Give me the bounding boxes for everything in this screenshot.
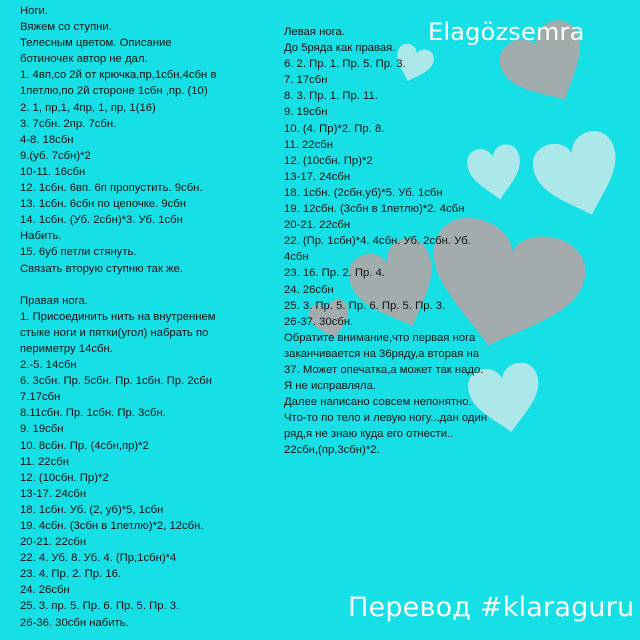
pattern-line: До 5ряда как правая. — [284, 42, 396, 55]
pattern-line: 7.17сбн — [20, 391, 61, 404]
pattern-line: 9. 19сбн — [20, 423, 64, 436]
pattern-line: 20-21. 22сбн — [284, 219, 351, 232]
author-watermark: Elagözsemra — [428, 18, 585, 46]
pattern-line: 24. 26сбн — [284, 283, 334, 296]
pattern-line: 10-11. 16сбн — [20, 165, 86, 178]
pattern-line: 25. 3. Пр. 5. Пр. 6. Пр. 5. Пр. 3. — [284, 299, 446, 312]
pattern-line: 8.11сбн. Пр. 1сбн. Пр. 3сбн. — [20, 407, 166, 420]
pattern-line: 6. 3сбн. Пр. 5сбн. Пр. 1сбн. Пр. 2сбн — [20, 375, 212, 388]
pattern-line: Далее написано совсем непонятно. — [284, 396, 472, 409]
pattern-line: 8. 3. Пр. 1. Пр. 11. — [284, 90, 378, 103]
pattern-line: 22. (Пр. 1сбн)*4. 4сбн. Уб. 2сбн. Уб. — [284, 235, 471, 248]
pattern-line — [20, 277, 282, 293]
pattern-line: 9. 19сбн — [284, 106, 328, 119]
pattern-line: 1. Присоединить нить на внутреннем — [20, 310, 216, 323]
pattern-line: ботиночек автор не дал. — [20, 53, 148, 66]
pattern-line: 13-17. 24сбн — [20, 487, 87, 500]
pattern-line: 7. 17сбн — [284, 74, 328, 87]
pattern-line: 4сбн — [284, 251, 309, 264]
pattern-line: 23. 16. Пр. 2. Пр. 4. — [284, 267, 386, 280]
pattern-line: 4-8. 18сбн — [20, 133, 74, 146]
pattern-line: 24. 26сбн — [20, 584, 70, 597]
pattern-line: Ноги. — [20, 5, 49, 17]
left-pattern-column — [20, 3, 282, 631]
pattern-line: 26-37. 30сбн. — [284, 315, 354, 328]
pattern-line: 23. 4. Пр. 2. Пр. 16. — [20, 568, 122, 581]
pattern-line: 25. 3. пр. 5. Пр. 6. Пр. 5. Пр. 3. — [20, 600, 180, 613]
pattern-line: 11. 22сбн — [284, 138, 333, 151]
pattern-line: Телесным цветом. Описание — [20, 37, 172, 50]
pattern-line: 10. (4. Пр)*2. Пр. 8. — [284, 122, 385, 135]
pattern-line: 12. (10сбн. Пр)*2 — [20, 471, 109, 484]
heart-icon — [527, 126, 631, 228]
pattern-line: 22сбн,(пр,3сбн)*2. — [284, 444, 380, 457]
pattern-line: 12. 1сбн. 6вп. 6п пропустить. 9сбн. — [20, 182, 203, 195]
pattern-line: Правая нога. — [20, 294, 88, 307]
pattern-line: стыке ноги и пятки(угол) набрать по — [20, 326, 209, 339]
pattern-line: 2.-5. 14сбн — [20, 359, 77, 372]
pattern-line: 13. 1сбн. 6сбн по цепочке. 9сбн — [20, 198, 187, 211]
pattern-line: 18. 1сбн. (2сбн,уб)*5. Уб. 1сбн — [284, 186, 443, 199]
pattern-line: 3. 7сбн. 2пр. 7сбн. — [20, 117, 117, 130]
pattern-line: 20-21. 22сбн — [20, 536, 87, 549]
pattern-line: 26-36. 30сбн набить. — [20, 616, 129, 629]
pattern-line: 1. 4вп,со 2й от крючка,пр,1сбн,4сбн в — [20, 69, 217, 82]
pattern-line: 12. (10сбн. Пр)*2 — [284, 154, 373, 167]
pattern-line: Набить. — [20, 230, 62, 243]
pattern-line: 11. 22сбн — [20, 455, 69, 468]
pattern-line: 14. 1сбн. (Уб. 2сбн)*3. Уб. 1сбн — [20, 214, 183, 227]
pattern-line: 18. 1сбн. Уб. (2, уб)*5, 1сбн — [20, 503, 164, 516]
pattern-line: 2. 1, пр,1, 4пр, 1, пр, 1(16) — [20, 101, 156, 114]
pattern-line: 6. 2. Пр. 1. Пр. 5. Пр. 3. — [284, 58, 406, 71]
pattern-line: 9.(уб. 7сбн)*2 — [20, 149, 91, 162]
pattern-line: 10. 8сбн. Пр. (4сбн,пр)*2 — [20, 439, 149, 452]
translation-watermark: Перевод #klaraguru — [348, 592, 635, 623]
pattern-line: Я не исправляла. — [284, 380, 377, 393]
pattern-line: периметру 14сбн. — [20, 342, 113, 355]
pattern-line: 19. 12сбн. (3сбн в 1петлю)*2. 4сбн — [284, 203, 465, 216]
pattern-line: ряд,я не знаю куда его отнести.. — [284, 428, 454, 441]
pattern-line: Связать вторую ступню так же. — [20, 262, 184, 275]
pattern-line: Вяжем со ступни. — [20, 21, 112, 34]
pattern-line: Левая нога. — [284, 26, 345, 38]
pattern-line: заканчивается на 36ряду,а вторая на — [284, 347, 479, 360]
pattern-line: 37. Может опечатка,а может так надо. — [284, 363, 484, 376]
right-pattern-column — [284, 24, 514, 459]
pattern-line: 15. 6уб петли стянуть. — [20, 246, 137, 259]
pattern-line: 19. 4сбн. (3сбн в 1петлю)*2, 12сбн. — [20, 520, 204, 532]
pattern-line: 22. 4. Уб. 8. Уб. 4. (Пр,1сбн)*4 — [20, 552, 177, 565]
pattern-line: 1петлю,по 2й стороне 1сбн ,пр. (10) — [20, 85, 208, 98]
pattern-line: 13-17. 24сбн — [284, 170, 351, 183]
pattern-line: Что-то по тело и левую ногу...дан один — [284, 412, 488, 425]
pattern-line: Обратите внимание,что первая нога — [284, 331, 476, 344]
